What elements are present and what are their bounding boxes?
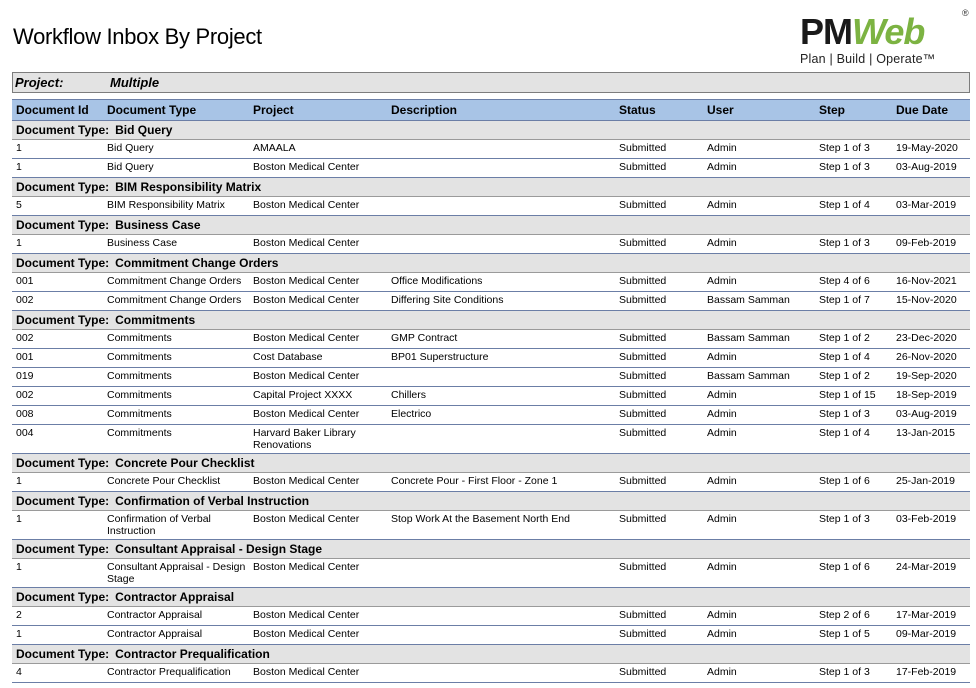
cell-description bbox=[387, 559, 615, 588]
cell-description bbox=[387, 626, 615, 645]
cell-document-id: 4 bbox=[12, 664, 103, 683]
group-header-cell bbox=[12, 121, 970, 140]
table-body bbox=[12, 121, 970, 683]
table-row[interactable] bbox=[12, 368, 970, 387]
column-header-due-date[interactable]: Due Date bbox=[892, 100, 970, 121]
column-header-project[interactable]: Project bbox=[249, 100, 387, 121]
cell-step: Step 1 of 15 bbox=[815, 387, 892, 406]
cell-user: Bassam Samman bbox=[703, 292, 815, 311]
cell-step: Step 1 of 2 bbox=[815, 330, 892, 349]
cell-document-type: BIM Responsibility Matrix bbox=[103, 197, 249, 216]
column-header-step[interactable]: Step bbox=[815, 100, 892, 121]
cell-step: Step 1 of 2 bbox=[815, 368, 892, 387]
cell-step: Step 1 of 3 bbox=[815, 511, 892, 540]
cell-user: Admin bbox=[703, 473, 815, 492]
cell-project: Capital Project XXXX bbox=[249, 387, 387, 406]
cell-user: Admin bbox=[703, 349, 815, 368]
cell-document-type: Commitments bbox=[103, 425, 249, 454]
column-header-document-id[interactable]: Document Id bbox=[12, 100, 103, 121]
cell-document-id: 004 bbox=[12, 425, 103, 454]
cell-project: Boston Medical Center bbox=[249, 330, 387, 349]
cell-user: Admin bbox=[703, 425, 815, 454]
cell-document-id: 002 bbox=[12, 330, 103, 349]
cell-project: Boston Medical Center bbox=[249, 559, 387, 588]
project-label: Project: bbox=[15, 75, 64, 90]
cell-description: Differing Site Conditions bbox=[387, 292, 615, 311]
cell-document-type: Contractor Appraisal bbox=[103, 626, 249, 645]
group-header-row bbox=[12, 254, 970, 273]
cell-user: Admin bbox=[703, 511, 815, 540]
group-document-type: Consultant Appraisal - Design Stage bbox=[115, 542, 323, 556]
workflow-table bbox=[12, 99, 970, 683]
column-header-description[interactable]: Description bbox=[387, 100, 615, 121]
cell-project: Boston Medical Center bbox=[249, 406, 387, 425]
cell-step: Step 1 of 5 bbox=[815, 626, 892, 645]
cell-project: Boston Medical Center bbox=[249, 511, 387, 540]
cell-document-id: 1 bbox=[12, 511, 103, 540]
logo-pm: PM bbox=[800, 11, 852, 52]
cell-document-id: 2 bbox=[12, 607, 103, 626]
cell-step: Step 1 of 6 bbox=[815, 559, 892, 588]
cell-status: Submitted bbox=[615, 511, 703, 540]
cell-document-type: Commitments bbox=[103, 406, 249, 425]
cell-due-date: 03-Feb-2019 bbox=[892, 511, 970, 540]
cell-description bbox=[387, 607, 615, 626]
cell-status: Submitted bbox=[615, 197, 703, 216]
group-document-type: Business Case bbox=[115, 218, 201, 232]
cell-document-type: Commitments bbox=[103, 387, 249, 406]
cell-status: Submitted bbox=[615, 330, 703, 349]
group-prefix-label: Document Type: bbox=[16, 542, 110, 556]
table-row[interactable] bbox=[12, 511, 970, 540]
cell-document-id: 008 bbox=[12, 406, 103, 425]
group-prefix-label: Document Type: bbox=[16, 647, 110, 661]
cell-status: Submitted bbox=[615, 626, 703, 645]
cell-step: Step 1 of 3 bbox=[815, 664, 892, 683]
group-header-row bbox=[12, 216, 970, 235]
cell-status: Submitted bbox=[615, 406, 703, 425]
cell-document-id: 1 bbox=[12, 159, 103, 178]
cell-document-type: Confirmation of Verbal Instruction bbox=[103, 511, 249, 540]
table-row[interactable] bbox=[12, 664, 970, 683]
cell-document-type: Bid Query bbox=[103, 159, 249, 178]
cell-due-date: 25-Jan-2019 bbox=[892, 473, 970, 492]
logo-wordmark bbox=[800, 12, 924, 52]
table-row[interactable] bbox=[12, 473, 970, 492]
cell-user: Bassam Samman bbox=[703, 330, 815, 349]
cell-document-id: 1 bbox=[12, 626, 103, 645]
cell-status: Submitted bbox=[615, 349, 703, 368]
cell-document-type: Commitments bbox=[103, 368, 249, 387]
cell-step: Step 1 of 7 bbox=[815, 292, 892, 311]
cell-due-date: 16-Nov-2021 bbox=[892, 273, 970, 292]
cell-due-date: 03-Aug-2019 bbox=[892, 159, 970, 178]
cell-due-date: 18-Sep-2019 bbox=[892, 387, 970, 406]
group-document-type: BIM Responsibility Matrix bbox=[115, 180, 262, 194]
cell-project: Harvard Baker Library Renovations bbox=[249, 425, 387, 454]
cell-project: Boston Medical Center bbox=[249, 664, 387, 683]
cell-due-date: 17-Feb-2019 bbox=[892, 664, 970, 683]
pmweb-logo bbox=[796, 8, 972, 70]
cell-document-type: Consultant Appraisal - Design Stage bbox=[103, 559, 249, 588]
cell-user: Admin bbox=[703, 664, 815, 683]
cell-step: Step 4 of 6 bbox=[815, 273, 892, 292]
column-header-user[interactable]: User bbox=[703, 100, 815, 121]
workflow-table-container bbox=[12, 99, 970, 683]
group-header-cell bbox=[12, 254, 970, 273]
registered-mark: ® bbox=[962, 8, 969, 18]
cell-user: Admin bbox=[703, 140, 815, 159]
cell-description bbox=[387, 159, 615, 178]
cell-due-date: 13-Jan-2015 bbox=[892, 425, 970, 454]
cell-description bbox=[387, 235, 615, 254]
cell-project: Boston Medical Center bbox=[249, 273, 387, 292]
cell-step: Step 1 of 3 bbox=[815, 140, 892, 159]
cell-step: Step 1 of 3 bbox=[815, 159, 892, 178]
cell-due-date: 24-Mar-2019 bbox=[892, 559, 970, 588]
cell-user: Admin bbox=[703, 559, 815, 588]
cell-document-id: 001 bbox=[12, 349, 103, 368]
group-header-row bbox=[12, 311, 970, 330]
column-header-document-type[interactable]: Document Type bbox=[103, 100, 249, 121]
cell-description bbox=[387, 368, 615, 387]
cell-description: Chillers bbox=[387, 387, 615, 406]
group-document-type: Contractor Prequalification bbox=[115, 647, 270, 661]
cell-step: Step 1 of 3 bbox=[815, 406, 892, 425]
cell-step: Step 2 of 6 bbox=[815, 607, 892, 626]
cell-user: Admin bbox=[703, 273, 815, 292]
cell-description: Electrico bbox=[387, 406, 615, 425]
cell-document-id: 1 bbox=[12, 235, 103, 254]
table-header-row bbox=[12, 100, 970, 121]
group-document-type: Commitment Change Orders bbox=[115, 256, 279, 270]
cell-document-type: Commitments bbox=[103, 349, 249, 368]
cell-description: Concrete Pour - First Floor - Zone 1 bbox=[387, 473, 615, 492]
group-header-cell bbox=[12, 540, 970, 559]
table-row[interactable] bbox=[12, 387, 970, 406]
cell-status: Submitted bbox=[615, 235, 703, 254]
cell-document-id: 1 bbox=[12, 140, 103, 159]
group-document-type: Commitments bbox=[115, 313, 196, 327]
cell-step: Step 1 of 4 bbox=[815, 425, 892, 454]
cell-project: Boston Medical Center bbox=[249, 159, 387, 178]
cell-project: Cost Database bbox=[249, 349, 387, 368]
group-prefix-label: Document Type: bbox=[16, 256, 110, 270]
table-row[interactable] bbox=[12, 292, 970, 311]
cell-due-date: 19-Sep-2020 bbox=[892, 368, 970, 387]
cell-document-id: 5 bbox=[12, 197, 103, 216]
cell-due-date: 15-Nov-2020 bbox=[892, 292, 970, 311]
group-header-cell bbox=[12, 588, 970, 607]
cell-status: Submitted bbox=[615, 292, 703, 311]
cell-project: Boston Medical Center bbox=[249, 626, 387, 645]
cell-document-type: Commitment Change Orders bbox=[103, 273, 249, 292]
group-prefix-label: Document Type: bbox=[16, 218, 110, 232]
cell-step: Step 1 of 4 bbox=[815, 197, 892, 216]
cell-document-type: Contractor Prequalification bbox=[103, 664, 249, 683]
cell-document-type: Commitment Change Orders bbox=[103, 292, 249, 311]
group-prefix-label: Document Type: bbox=[16, 313, 110, 327]
cell-description: GMP Contract bbox=[387, 330, 615, 349]
cell-description: Office Modifications bbox=[387, 273, 615, 292]
cell-description bbox=[387, 140, 615, 159]
cell-project: Boston Medical Center bbox=[249, 368, 387, 387]
cell-due-date: 09-Mar-2019 bbox=[892, 626, 970, 645]
group-header-cell bbox=[12, 178, 970, 197]
cell-due-date: 23-Dec-2020 bbox=[892, 330, 970, 349]
project-filter-bar bbox=[12, 72, 970, 93]
cell-status: Submitted bbox=[615, 140, 703, 159]
cell-user: Bassam Samman bbox=[703, 368, 815, 387]
group-prefix-label: Document Type: bbox=[16, 494, 110, 508]
group-document-type: Contractor Appraisal bbox=[115, 590, 235, 604]
cell-status: Submitted bbox=[615, 559, 703, 588]
group-header-cell bbox=[12, 454, 970, 473]
cell-status: Submitted bbox=[615, 607, 703, 626]
cell-document-type: Business Case bbox=[103, 235, 249, 254]
group-header-row bbox=[12, 588, 970, 607]
table-row[interactable] bbox=[12, 406, 970, 425]
table-row[interactable] bbox=[12, 607, 970, 626]
cell-project: Boston Medical Center bbox=[249, 197, 387, 216]
cell-due-date: 03-Mar-2019 bbox=[892, 197, 970, 216]
group-header-cell bbox=[12, 216, 970, 235]
table-row[interactable] bbox=[12, 349, 970, 368]
cell-due-date: 17-Mar-2019 bbox=[892, 607, 970, 626]
cell-project: Boston Medical Center bbox=[249, 292, 387, 311]
report-title: Workflow Inbox By Project bbox=[13, 24, 262, 49]
cell-project: Boston Medical Center bbox=[249, 607, 387, 626]
cell-status: Submitted bbox=[615, 425, 703, 454]
table-row[interactable] bbox=[12, 159, 970, 178]
column-header-status[interactable]: Status bbox=[615, 100, 703, 121]
group-prefix-label: Document Type: bbox=[16, 456, 110, 470]
cell-due-date: 03-Aug-2019 bbox=[892, 406, 970, 425]
cell-document-id: 002 bbox=[12, 292, 103, 311]
cell-user: Admin bbox=[703, 406, 815, 425]
cell-description bbox=[387, 425, 615, 454]
cell-document-id: 001 bbox=[12, 273, 103, 292]
cell-status: Submitted bbox=[615, 368, 703, 387]
group-header-cell bbox=[12, 311, 970, 330]
cell-user: Admin bbox=[703, 607, 815, 626]
project-value: Multiple bbox=[110, 75, 160, 90]
table-row[interactable] bbox=[12, 273, 970, 292]
table-row[interactable] bbox=[12, 425, 970, 454]
cell-document-type: Concrete Pour Checklist bbox=[103, 473, 249, 492]
table-row[interactable] bbox=[12, 559, 970, 588]
cell-project: Boston Medical Center bbox=[249, 235, 387, 254]
cell-due-date: 26-Nov-2020 bbox=[892, 349, 970, 368]
group-header-row bbox=[12, 492, 970, 511]
group-header-row bbox=[12, 645, 970, 664]
cell-status: Submitted bbox=[615, 273, 703, 292]
cell-document-id: 1 bbox=[12, 559, 103, 588]
cell-document-type: Bid Query bbox=[103, 140, 249, 159]
cell-project: Boston Medical Center bbox=[249, 473, 387, 492]
group-header-row bbox=[12, 178, 970, 197]
cell-step: Step 1 of 3 bbox=[815, 235, 892, 254]
cell-description bbox=[387, 197, 615, 216]
table-row[interactable] bbox=[12, 197, 970, 216]
table-row[interactable] bbox=[12, 626, 970, 645]
cell-user: Admin bbox=[703, 159, 815, 178]
cell-step: Step 1 of 6 bbox=[815, 473, 892, 492]
cell-user: Admin bbox=[703, 387, 815, 406]
cell-document-type: Contractor Appraisal bbox=[103, 607, 249, 626]
group-header-row bbox=[12, 454, 970, 473]
cell-step: Step 1 of 4 bbox=[815, 349, 892, 368]
cell-description: BP01 Superstructure bbox=[387, 349, 615, 368]
group-prefix-label: Document Type: bbox=[16, 590, 110, 604]
cell-status: Submitted bbox=[615, 159, 703, 178]
cell-status: Submitted bbox=[615, 473, 703, 492]
cell-due-date: 09-Feb-2019 bbox=[892, 235, 970, 254]
cell-user: Admin bbox=[703, 197, 815, 216]
group-prefix-label: Document Type: bbox=[16, 180, 110, 194]
cell-due-date: 19-May-2020 bbox=[892, 140, 970, 159]
group-header-cell bbox=[12, 492, 970, 511]
group-document-type: Confirmation of Verbal Instruction bbox=[115, 494, 310, 508]
cell-document-type: Commitments bbox=[103, 330, 249, 349]
table-row[interactable] bbox=[12, 330, 970, 349]
cell-project: AMAALA bbox=[249, 140, 387, 159]
cell-document-id: 019 bbox=[12, 368, 103, 387]
group-prefix-label: Document Type: bbox=[16, 123, 110, 137]
cell-status: Submitted bbox=[615, 664, 703, 683]
table-row[interactable] bbox=[12, 235, 970, 254]
cell-description bbox=[387, 664, 615, 683]
cell-description: Stop Work At the Basement North End bbox=[387, 511, 615, 540]
table-row[interactable] bbox=[12, 140, 970, 159]
cell-status: Submitted bbox=[615, 387, 703, 406]
group-header-cell bbox=[12, 645, 970, 664]
cell-document-id: 002 bbox=[12, 387, 103, 406]
group-document-type: Bid Query bbox=[115, 123, 173, 137]
cell-user: Admin bbox=[703, 235, 815, 254]
group-header-row bbox=[12, 540, 970, 559]
logo-tagline: Plan | Build | Operate™ bbox=[800, 52, 936, 66]
logo-web: Web bbox=[852, 11, 925, 52]
group-document-type: Concrete Pour Checklist bbox=[115, 456, 255, 470]
cell-document-id: 1 bbox=[12, 473, 103, 492]
group-header-row bbox=[12, 121, 970, 140]
cell-user: Admin bbox=[703, 626, 815, 645]
